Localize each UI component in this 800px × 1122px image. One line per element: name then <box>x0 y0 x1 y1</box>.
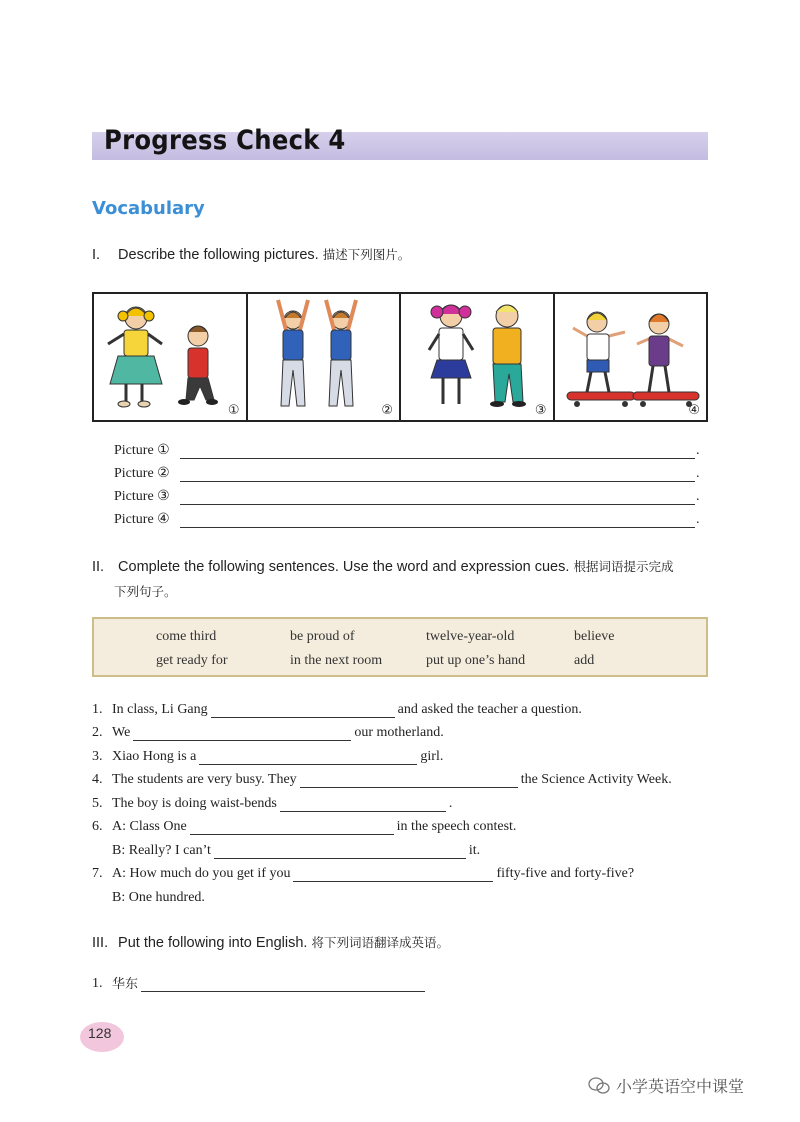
sentence-item <box>92 812 672 836</box>
sentence-start: A: Class One <box>112 819 187 834</box>
task-2-text: Complete the following sentences. Use the word and expression cues. <box>118 559 570 575</box>
task-1-number: I. <box>92 247 101 263</box>
task-3-text-cn: 将下列词语翻译成英语。 <box>311 935 449 950</box>
sentence-end: . <box>696 466 700 481</box>
picture-number-4: ④ <box>688 403 700 418</box>
answer-blank[interactable] <box>180 467 695 482</box>
sentence-number: 2. <box>92 725 103 740</box>
sentence-end: girl. <box>420 748 444 764</box>
answer-blank[interactable] <box>180 513 695 528</box>
sentence-start: A: How much do you get if you <box>112 866 291 881</box>
sentence-end: it. <box>468 842 481 858</box>
sentence-start: B: Really? I can’t <box>112 842 211 858</box>
answer-blank[interactable] <box>211 704 395 718</box>
picture-answer-row <box>114 505 700 528</box>
task-3-number: III. <box>92 935 109 951</box>
sentence-end: . <box>448 795 453 811</box>
sentence-item <box>92 694 672 718</box>
picture-1 <box>94 294 248 420</box>
sentence-start: B: One hundred. <box>112 889 205 905</box>
wechat-icon <box>588 1077 610 1095</box>
answer-blank[interactable] <box>214 845 466 859</box>
page-title: Progress Check 4 <box>104 125 346 156</box>
answer-blank[interactable] <box>180 444 695 459</box>
answer-blank[interactable] <box>280 798 446 812</box>
task-1-text-cn: 描述下列图片。 <box>322 247 411 262</box>
sentence-end: . <box>696 443 700 458</box>
sentence-item <box>92 765 672 789</box>
sentence-number: 7. <box>92 866 103 881</box>
translation-number: 1. <box>92 975 103 991</box>
picture-number-2: ② <box>381 403 393 418</box>
word-cue: add <box>574 653 595 668</box>
task-3-text: Put the following into English. <box>118 935 308 951</box>
word-cue: twelve-year-old <box>426 629 515 644</box>
sentence-number: 5. <box>92 795 103 811</box>
sentence-item <box>92 718 672 742</box>
word-cue-box <box>92 617 708 677</box>
sentence-number: 1. <box>92 701 103 717</box>
word-cue: put up one’s hand <box>426 653 526 668</box>
picture-answer-row <box>114 459 700 482</box>
sentence-start: In class, Li Gang <box>112 701 208 717</box>
picture-answer-lines <box>114 436 700 528</box>
sentence-start: We <box>112 725 131 740</box>
answer-blank[interactable] <box>141 978 425 992</box>
sentence-end: the Science Activity Week. <box>520 772 672 787</box>
picture-4 <box>555 294 707 420</box>
picture-number-3: ③ <box>534 403 547 418</box>
watermark <box>588 1074 744 1097</box>
picture-label: Picture ④ <box>114 512 170 527</box>
task-1-text: Describe the following pictures. <box>118 247 319 263</box>
word-cue: in the next room <box>290 653 383 668</box>
picture-3 <box>401 294 555 420</box>
sentence-end: our motherland. <box>354 725 444 740</box>
picture-answer-row <box>114 436 700 459</box>
picture-2 <box>248 294 402 420</box>
word-cue: get ready for <box>156 653 228 668</box>
answer-blank[interactable] <box>199 751 417 765</box>
sentence-number: 3. <box>92 748 103 764</box>
picture-label: Picture ③ <box>114 489 170 504</box>
answer-blank[interactable] <box>300 774 518 788</box>
sentence-end: . <box>696 489 700 504</box>
picture-answer-row <box>114 482 700 505</box>
sentence-item <box>92 859 672 883</box>
word-cue: be proud of <box>290 629 355 644</box>
word-cue: believe <box>574 629 615 644</box>
answer-blank[interactable] <box>293 868 493 882</box>
task-2-instruction <box>92 557 673 575</box>
picture-label: Picture ① <box>114 443 170 458</box>
sentence-item <box>92 741 672 765</box>
page-number: 128 <box>88 1025 112 1041</box>
section-title-vocabulary: Vocabulary <box>92 198 205 219</box>
picture-label: Picture ② <box>114 466 170 481</box>
sentence-end: . <box>696 512 700 527</box>
word-cue: come third <box>156 629 217 644</box>
sentence-start: The students are very busy. They <box>112 772 297 787</box>
task-2-text-cn-line2: 下列句子。 <box>114 584 177 599</box>
sentence-end: in the speech contest. <box>396 819 517 834</box>
answer-blank[interactable] <box>180 490 695 505</box>
sentence-start: Xiao Hong is a <box>112 748 197 764</box>
sentence-end: and asked the teacher a question. <box>397 701 582 717</box>
sentence-end: fifty-five and forty-five? <box>496 866 635 881</box>
sentence-number: 4. <box>92 772 103 787</box>
translation-item <box>92 968 428 992</box>
sentence-item <box>92 882 672 906</box>
picture-strip <box>92 292 708 422</box>
task-3-instruction <box>92 933 449 951</box>
watermark-text: 小学英语空中课堂 <box>616 1077 745 1096</box>
sentence-start: The boy is doing waist-bends <box>112 795 277 811</box>
task-2-number: II. <box>92 559 105 575</box>
answer-blank[interactable] <box>133 727 351 741</box>
answer-blank[interactable] <box>190 821 394 835</box>
task-2-text-cn: 根据词语提示完成 <box>573 559 674 574</box>
sentence-number: 6. <box>92 819 103 834</box>
sentence-item <box>92 835 672 859</box>
sentence-list <box>92 694 672 906</box>
sentence-item <box>92 788 672 812</box>
translation-term: 华东 <box>112 976 139 992</box>
task-1-instruction <box>92 245 410 263</box>
picture-number-1: ① <box>227 403 240 418</box>
